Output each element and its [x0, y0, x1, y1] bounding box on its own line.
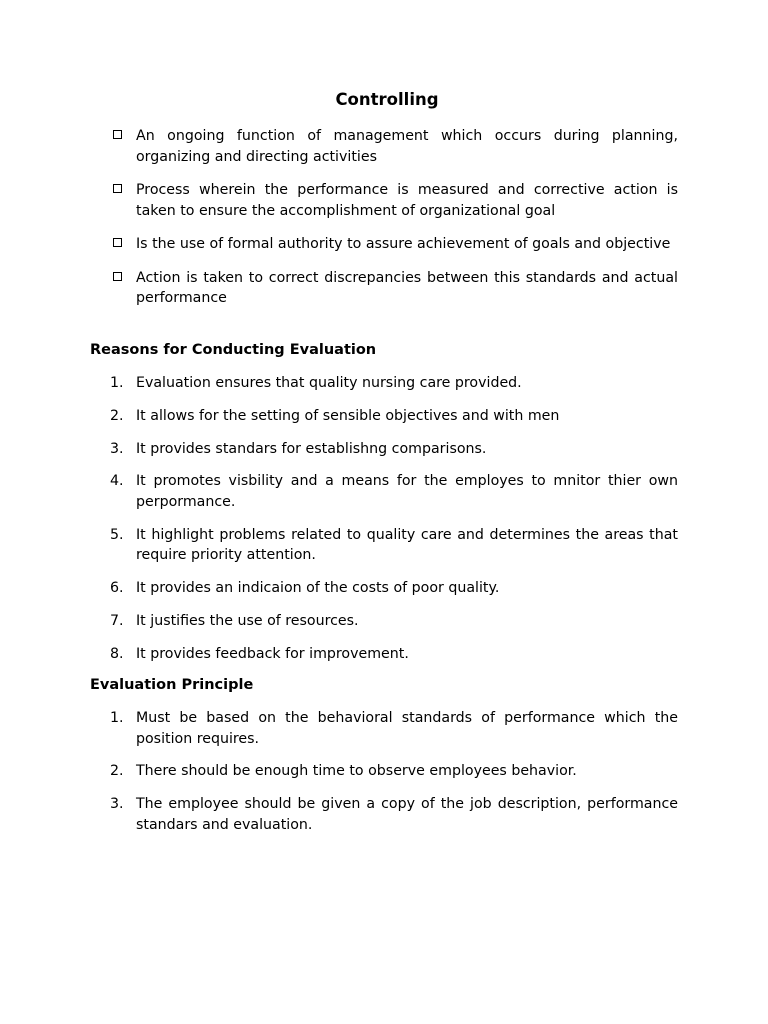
list-number: 7. [110, 612, 124, 629]
bullet-text: Process wherein the performance is measured and corrective action is taken to ensure the accomplishment of organizational goal [136, 182, 678, 219]
bullet-text: Action is taken to correct discrepancies between this standards and actual performance [136, 269, 678, 306]
list-text: It provides an indicaion of the costs of poor quality. [136, 579, 500, 596]
list-text: It highlight problems related to quality care and determines the areas that require priority attention. [136, 526, 678, 564]
list-item [90, 525, 678, 566]
list-number: 5. [110, 526, 124, 543]
principle-list [90, 708, 678, 847]
square-bullet-icon [113, 184, 122, 193]
list-item [90, 578, 678, 599]
list-item [90, 373, 678, 394]
list-item [90, 644, 678, 665]
square-bullet-icon [113, 130, 122, 139]
list-text: It justifies the use of resources. [136, 612, 359, 629]
list-number: 2. [110, 407, 124, 424]
bullet-item [90, 268, 678, 309]
list-number: 1. [110, 375, 124, 391]
square-bullet-icon [113, 272, 122, 281]
square-bullet-icon [113, 238, 122, 247]
list-number: 8. [110, 645, 124, 662]
list-number: 3. [110, 796, 124, 813]
reasons-list [90, 373, 678, 676]
list-text: It provides standars for establishng comparisons. [136, 440, 487, 457]
list-item [90, 439, 678, 460]
list-text: There should be enough time to observe employees behavior. [136, 763, 577, 780]
list-text: Must be based on the behavioral standards of performance which the position requires. [136, 710, 678, 747]
list-number: 3. [110, 440, 124, 457]
list-item [90, 794, 678, 835]
bullet-item [90, 180, 678, 221]
list-item [90, 761, 678, 782]
bullet-text: An ongoing function of management which occurs during planning, organizing and directing activities [136, 128, 678, 165]
list-item [90, 611, 678, 632]
principle-heading: Evaluation Principle [90, 677, 254, 693]
page-title: Controlling [335, 90, 439, 109]
list-item [90, 406, 678, 427]
list-text: It allows for the setting of sensible objectives and with men [136, 407, 560, 424]
bullet-text: Is the use of formal authority to assure achievement of goals and objective [136, 236, 671, 252]
list-text: Evaluation ensures that quality nursing care provided. [136, 375, 522, 391]
list-number: 2. [110, 763, 124, 780]
reasons-heading: Reasons for Conducting Evaluation [90, 342, 377, 358]
controlling-bullet-list [90, 126, 678, 322]
list-text: It promotes visbility and a means for the employes to mnitor thier own perpormance. [136, 473, 678, 510]
list-item [90, 471, 678, 512]
list-text: The employee should be given a copy of the job description, performance standars and evaluation. [136, 796, 678, 833]
bullet-item [90, 126, 678, 167]
list-number: 1. [110, 710, 124, 726]
list-item [90, 708, 678, 749]
list-number: 6. [110, 579, 124, 596]
bullet-item [90, 234, 678, 255]
list-text: It provides feedback for improvement. [136, 645, 409, 662]
list-number: 4. [110, 473, 124, 490]
